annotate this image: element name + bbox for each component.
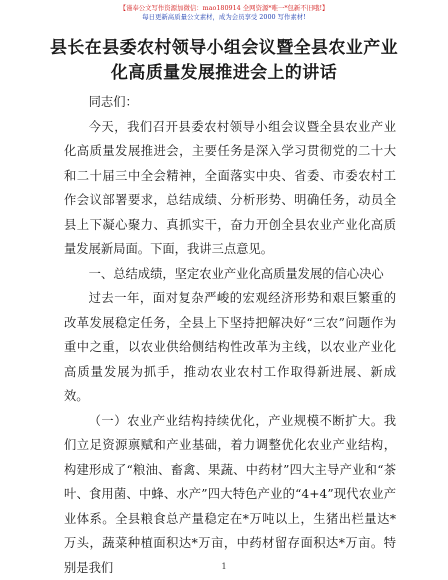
paragraph-review: 过去一年，面对复杂严峻的宏观经济形势和艰巨繁重的改革发展稳定任务，全县上下坚持把解决好“三农”问题作为重中之重，以农业供给侧结构性改革为主线，以农业产业化高质量发展为抓手，推动农业农村工作取得新进展、新成效。 [64, 291, 396, 403]
banner-line-1: 【谨奉公文写作资源加微信：mao180914 全网资源*唯一*包新不旧哦!】 [119, 4, 329, 12]
paragraph-intro: 今天，我们召开县委农村领导小组会议暨全县农业产业化高质量发展推进会，主要任务是深入学习贯彻党的二十大和二十届三中全会精神，全面落实中央、省委、市委农村工作会议部署要求，总结成绩、分析形势、明确任务，动员全县上下凝心聚力、真抓实干，奋力开创全县农业产业化高质量发展新局面。下面，我讲三点意见。 [64, 119, 396, 256]
page-number: 1 [221, 562, 227, 571]
banner-line-2: 每日更新高质量公文素材，成为会员享受 2000 写作素材! [142, 13, 306, 21]
paragraph-subsection-1: （一）农业产业结构持续优化，产业规模不断扩大。我们立足资源禀赋和产业基础，着力调整优化农业产业结构，构建形成了“粮油、畜禽、果蔬、中药材”四大主导产业和“茶叶、食用菌、中蜂、水产”四大特色产业的“4+4”现代农业产业体系。全县粮食总产量稳定在*万吨以上，生猪出栏量达*万头，蔬菜种植面积达*万亩，中药材留存面积达*万亩。特别是我们 [64, 413, 396, 575]
title-line-1: 县长在县委农村领导小组会议暨全县农业产业 [50, 38, 398, 58]
section-heading-1: 一、总结成绩，坚定农业产业化高质量发展的信心决心 [88, 266, 384, 281]
document-body [0, 90, 448, 580]
document-title [0, 36, 448, 86]
promo-banner [0, 0, 448, 22]
title-line-2: 化高质量发展推进会上的讲话 [110, 63, 338, 83]
greeting: 同志们： [88, 95, 138, 109]
